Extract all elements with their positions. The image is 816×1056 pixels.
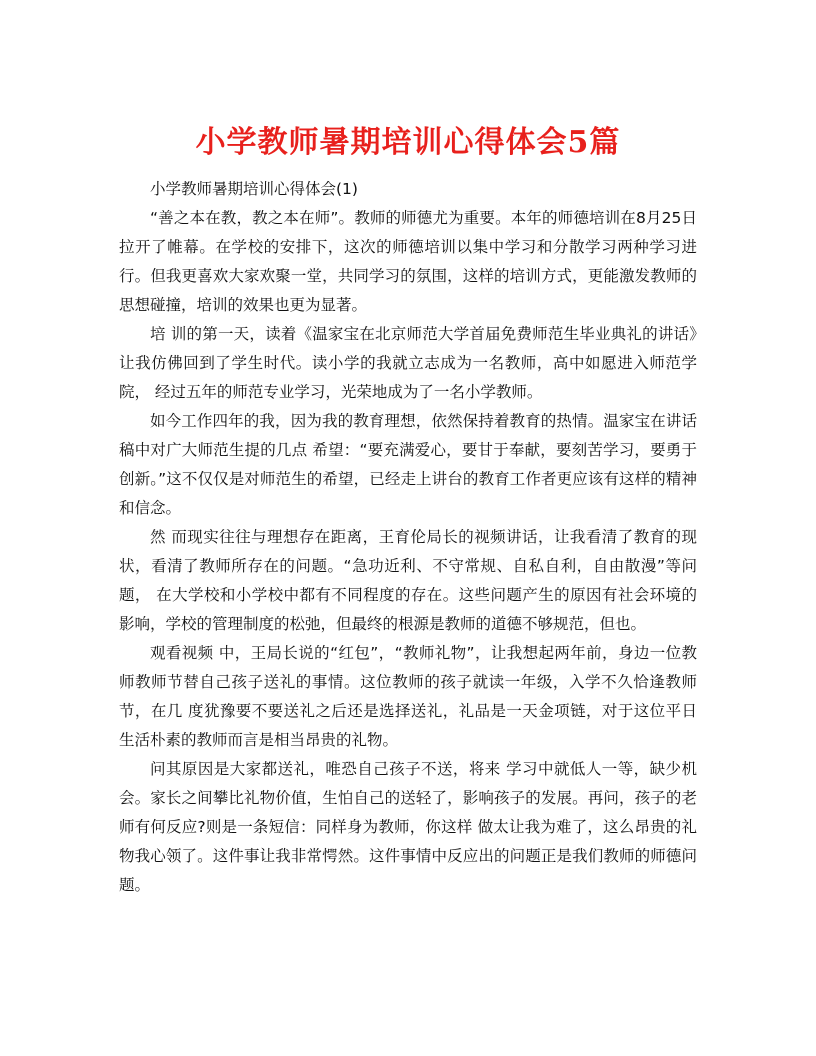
paragraph-2: 培 训的第一天，读着《温家宝在北京师范大学首届免费师范生毕业典礼的讲话》让我仿佛回到了学生时代。读小学的我就立志成为一名教师，高中如愿进入师范学院， 经过五年的师范专业学习，光荣地成为了一名小学教师。 [119, 325, 697, 401]
paragraph-5: 观看视频 中，王局长说的“红包”，“教师礼物”，让我想起两年前，身边一位教师教师节替自己孩子送礼的事情。这位教师的孩子就读一年级，入学不久恰逢教师节，在几 度犹豫要不要送礼之后还是选择送礼，礼品是一天金项链，对于这位平日生活朴素的教师而言是相当昂贵的礼物。 [119, 644, 697, 749]
section-heading: 小学教师暑期培训心得体会(1) [150, 180, 358, 198]
paragraph-6: 问其原因是大家都送礼，唯恐自己孩子不送，将来 学习中就低人一等，缺少机会。家长之间攀比礼物价值，生怕自己的送轻了，影响孩子的发展。再问，孩子的老师有何反应?则是一条短信：同样身为教师，你这样 做太让我为难了，这么昂贵的礼物我心领了。这件事让我非常愕然。这件事情中反应出的问题正是我们教师的师德问题。 [119, 760, 697, 894]
paragraph-1: “善之本在教，教之本在师”。教师的师德尤为重要。本年的师德培训在8月25日拉开了帷幕。在学校的安排下，这次的师德培训以集中学习和分散学习两种学习进行。但我更喜欢大家欢聚一堂，共同学习的氛围，这样的培训方式，更能激发教师的思想碰撞，培训的效果也更为显著。 [119, 209, 697, 314]
paragraph-3: 如今工作四年的我，因为我的教育理想，依然保持着教育的热情。温家宝在讲话稿中对广大师范生提的几点 希望：“要充满爱心，要甘于奉献，要刻苦学习，要勇于创新。”这不仅仅是对师范生的希望，已经走上讲台的教育工作者更应该有这样的精神和信念。 [119, 412, 697, 517]
paragraph-4: 然 而现实往往与理想存在距离，王育伦局长的视频讲话，让我看清了教育的现状，看清了教师所存在的问题。“急功近利、不守常规、自私自利，自由散漫”等问题， 在大学校和小学校中都有不同程度的存在。这些问题产生的原因有社会环境的影响，学校的管理制度的松弛，但最终的根源是教师的道德不够规范，但也。 [119, 528, 697, 633]
document-body [119, 175, 697, 900]
document-title: 小学教师暑期培训心得体会5篇 [195, 125, 621, 161]
